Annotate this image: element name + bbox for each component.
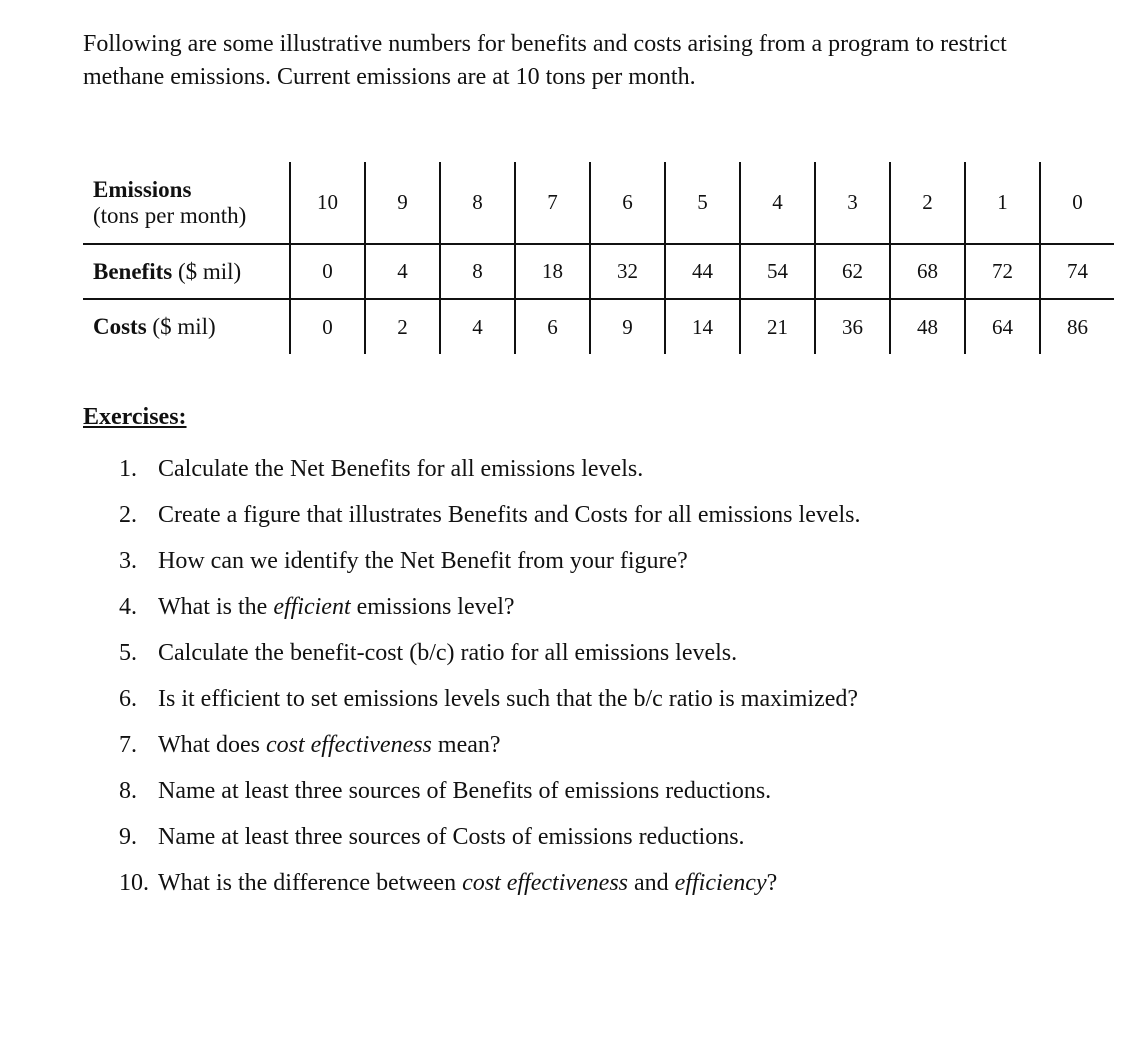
list-number: 3.	[119, 548, 137, 574]
table-cell: 7	[515, 162, 590, 244]
list-text	[158, 866, 777, 900]
benefits-costs-table	[83, 162, 1114, 354]
list-number: 9.	[119, 824, 137, 850]
table-cell: 8	[440, 162, 515, 244]
table-row	[83, 162, 1114, 244]
list-number: 5.	[119, 640, 137, 666]
list-number: 1.	[119, 456, 137, 482]
table-cell: 1	[965, 162, 1040, 244]
list-text	[158, 544, 688, 578]
row-label	[83, 162, 290, 244]
table-row	[83, 299, 1114, 354]
table-cell: 9	[365, 162, 440, 244]
list-number: 7.	[119, 732, 137, 758]
row-label-bold: Emissions	[93, 176, 192, 202]
table-cell: 0	[290, 299, 365, 354]
table-cell: 4	[740, 162, 815, 244]
list-text	[158, 590, 515, 624]
text-segment: Create a figure that illustrates Benefits and Costs for all emissions levels.	[158, 502, 861, 528]
table-cell: 5	[665, 162, 740, 244]
text-segment: What is the difference between	[158, 870, 463, 896]
text-segment: How can we identify the Net Benefit from your figure?	[158, 548, 688, 574]
text-segment: ?	[766, 870, 778, 896]
text-segment: Is it efficient to set emissions levels such that the b/c ratio is maximized?	[158, 686, 859, 712]
table-cell: 2	[365, 299, 440, 354]
row-label-bold: Costs	[93, 314, 147, 339]
table-cell: 2	[890, 162, 965, 244]
table-cell: 21	[740, 299, 815, 354]
text-segment: Calculate the Net Benefits for all emissions levels.	[158, 456, 644, 482]
exercises-heading: Exercises:	[83, 404, 187, 430]
table-cell: 86	[1040, 299, 1114, 354]
table-cell: 62	[815, 244, 890, 299]
table-cell: 14	[665, 299, 740, 354]
row-label	[83, 244, 290, 299]
emphasis-text: efficiency	[674, 870, 767, 896]
list-text	[158, 682, 858, 716]
text-segment: Name at least three sources of Costs of emissions reductions.	[158, 824, 745, 850]
table-row	[83, 244, 1114, 299]
text-segment: What does	[158, 732, 266, 758]
row-label-unit: ($ mil)	[146, 314, 216, 339]
text-segment: emissions level?	[350, 594, 515, 620]
text-segment: mean?	[431, 732, 501, 758]
table-cell: 36	[815, 299, 890, 354]
emphasis-text: cost effectiveness	[462, 870, 629, 896]
list-number: 4.	[119, 594, 137, 620]
table-cell: 32	[590, 244, 665, 299]
emphasis-text: cost effectiveness	[265, 732, 432, 758]
table-cell: 6	[590, 162, 665, 244]
table-cell: 74	[1040, 244, 1114, 299]
emphasis-text: efficient	[273, 594, 351, 620]
table-cell: 3	[815, 162, 890, 244]
table-cell: 18	[515, 244, 590, 299]
table-cell: 10	[290, 162, 365, 244]
table-cell: 54	[740, 244, 815, 299]
list-number: 6.	[119, 686, 137, 712]
intro-paragraph: Following are some illustrative numbers for benefits and costs arising from a program to restrict methane emissions. Current emissions are at 10 tons per month.	[83, 31, 1007, 90]
row-label-unit: (tons per month)	[93, 202, 247, 228]
text-segment: Name at least three sources of Benefits of emissions reductions.	[158, 778, 772, 804]
list-number: 2.	[119, 502, 137, 528]
table-cell: 6	[515, 299, 590, 354]
table-cell: 68	[890, 244, 965, 299]
table-cell: 44	[665, 244, 740, 299]
text-segment: Calculate the benefit-cost (b/c) ratio for all emissions levels.	[158, 640, 738, 666]
list-text	[158, 820, 745, 854]
table-cell: 0	[1040, 162, 1114, 244]
text-segment: and	[628, 870, 675, 896]
list-text	[158, 498, 861, 532]
list-text	[158, 452, 643, 486]
table-cell: 9	[590, 299, 665, 354]
table-cell: 4	[365, 244, 440, 299]
table-cell: 72	[965, 244, 1040, 299]
list-text	[158, 728, 501, 762]
table-cell: 48	[890, 299, 965, 354]
list-number: 10.	[119, 870, 149, 896]
table-cell: 4	[440, 299, 515, 354]
text-segment: What is the	[158, 594, 274, 620]
list-text	[158, 636, 737, 670]
table-cell: 64	[965, 299, 1040, 354]
list-text	[158, 774, 771, 808]
row-label-bold: Benefits	[93, 258, 173, 284]
table-cell: 0	[290, 244, 365, 299]
table-cell: 8	[440, 244, 515, 299]
row-label	[83, 299, 290, 354]
list-number: 8.	[119, 778, 137, 804]
row-label-unit: ($ mil)	[172, 258, 242, 284]
